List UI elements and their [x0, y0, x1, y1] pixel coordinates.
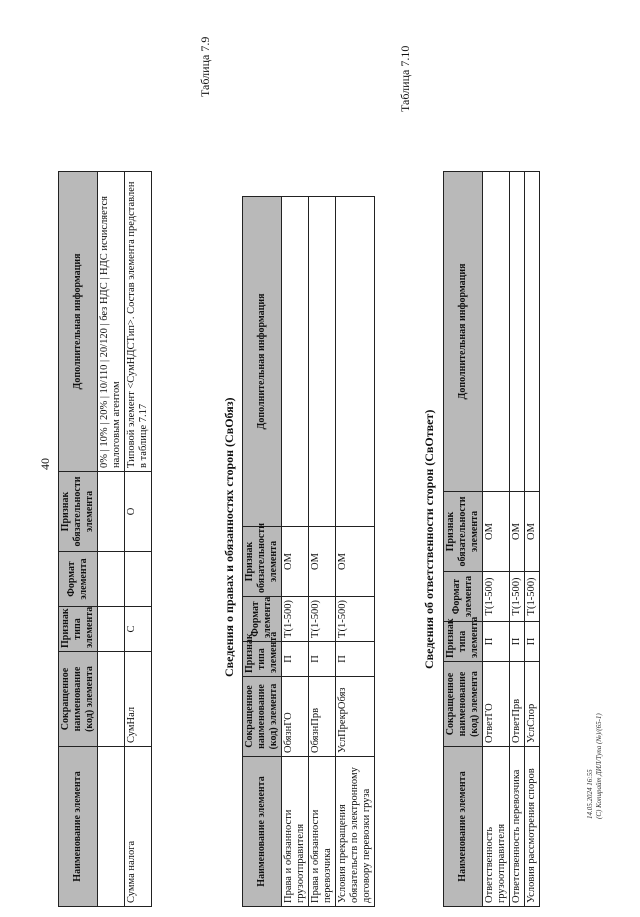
page-number: 40: [38, 458, 52, 470]
cell-name: Права и обязанности грузоотправителя: [282, 757, 309, 907]
header-name: Наименование элемента: [59, 747, 98, 907]
cell-info: 0% | 10% | 20% | 10/110 | 20/120 | без НДС | НДС исчисляется налоговым агентом: [98, 172, 125, 472]
table-header-row: [59, 172, 98, 907]
header-info: Дополнительная информация: [243, 197, 282, 527]
stamp-line-1: 14.05.2024 16:55: [586, 769, 594, 819]
cell-required: ОМ: [336, 527, 375, 597]
header-format: Формат элемента: [243, 597, 282, 642]
header-format: Формат элемента: [59, 552, 98, 607]
cell-type: П: [510, 622, 525, 662]
cell-name: Условия рассмотрения споров: [525, 747, 540, 907]
cell-type: П: [309, 642, 336, 677]
cell-type: П: [336, 642, 375, 677]
header-code: Сокращенное наименование (код) элемента: [444, 662, 483, 747]
cell-required: ОМ: [525, 492, 540, 572]
table-row: [309, 197, 336, 907]
header-info: Дополнительная информация: [59, 172, 98, 472]
table-7-10: [443, 171, 540, 907]
cell-type: П: [282, 642, 309, 677]
header-name: Наименование элемента: [444, 747, 483, 907]
cell-format: T(1-500): [510, 572, 525, 622]
cell-required: ОМ: [282, 527, 309, 597]
header-code: Сокращенное наименование (код) элемента: [243, 677, 282, 757]
stamp-line-2: (С) Копирайт ДИЛ/Тупа (№)/(65-1): [595, 713, 603, 819]
cell-info: [510, 172, 525, 492]
cell-info: Типовой элемент <СумНДСТип>. Состав элемента представлен в таблице 7.17: [125, 172, 152, 472]
cell-format: [125, 552, 152, 607]
cell-name: Условия прекращения обязательств по электронному договору перевозки груза: [336, 757, 375, 907]
header-required: Признак обязательности элемента: [444, 492, 483, 572]
header-type: Признак типа элемента: [243, 642, 282, 677]
table-row: [336, 197, 375, 907]
table-label-7-9: Таблица 7.9: [198, 36, 212, 97]
header-type: Признак типа элемента: [59, 607, 98, 652]
cell-type: С: [125, 607, 152, 652]
header-type: Признак типа элемента: [444, 622, 483, 662]
table-row: [282, 197, 309, 907]
cell-info: [483, 172, 510, 492]
table-label-7-10: Таблица 7.10: [398, 45, 412, 112]
table-row: [483, 172, 510, 907]
cell-type: П: [483, 622, 510, 662]
table-7-9: [242, 196, 375, 907]
cell-code: ОтветПрв: [510, 662, 525, 747]
cell-format: T(1-500): [282, 597, 309, 642]
cell-required: О: [125, 472, 152, 552]
cell-info: [282, 197, 309, 527]
cell-info: [309, 197, 336, 527]
header-required: Признак обязательности элемента: [59, 472, 98, 552]
cell-required: ОМ: [510, 492, 525, 572]
print-stamp: [586, 713, 604, 819]
cell-type: [98, 607, 125, 652]
cell-required: ОМ: [309, 527, 336, 597]
cell-code: УслСпор: [525, 662, 540, 747]
cell-format: T(1-500): [483, 572, 510, 622]
cell-code: УслПрекрОбяз: [336, 677, 375, 757]
cell-code: ОтветГО: [483, 662, 510, 747]
header-name: Наименование элемента: [243, 757, 282, 907]
cell-code: [98, 652, 125, 747]
cell-type: П: [525, 622, 540, 662]
cell-info: [336, 197, 375, 527]
table-header-row: [444, 172, 483, 907]
header-required: Признак обязательности элемента: [243, 527, 282, 597]
table-row: [510, 172, 525, 907]
cell-required: [98, 472, 125, 552]
cell-name: [98, 747, 125, 907]
cell-format: [98, 552, 125, 607]
cell-required: ОМ: [483, 492, 510, 572]
table-caption-7-10: Сведения об ответственности сторон (СвОтвет): [422, 409, 436, 669]
table-caption-7-9: Сведения о правах и обязанностях сторон (СвОбяз): [222, 397, 236, 677]
table-row: [525, 172, 540, 907]
cell-name: Сумма налога: [125, 747, 152, 907]
cell-name: Ответственность грузоотправителя: [483, 747, 510, 907]
cell-format: T(1-500): [309, 597, 336, 642]
cell-code: ОбязнПрв: [309, 677, 336, 757]
table-header-row: [243, 197, 282, 907]
cell-name: Ответственность перевозчика: [510, 747, 525, 907]
cell-name: Права и обязанности перевозчика: [309, 757, 336, 907]
cell-format: T(1-500): [336, 597, 375, 642]
header-info: Дополнительная информация: [444, 172, 483, 492]
header-format: Формат элемента: [444, 572, 483, 622]
table-continuation: [58, 171, 152, 907]
table-row: [125, 172, 152, 907]
table-row: [98, 172, 125, 907]
cell-code: ОбязнГО: [282, 677, 309, 757]
cell-format: T(1-500): [525, 572, 540, 622]
header-code: Сокращенное наименование (код) элемента: [59, 652, 98, 747]
cell-code: СумНал: [125, 652, 152, 747]
cell-info: [525, 172, 540, 492]
